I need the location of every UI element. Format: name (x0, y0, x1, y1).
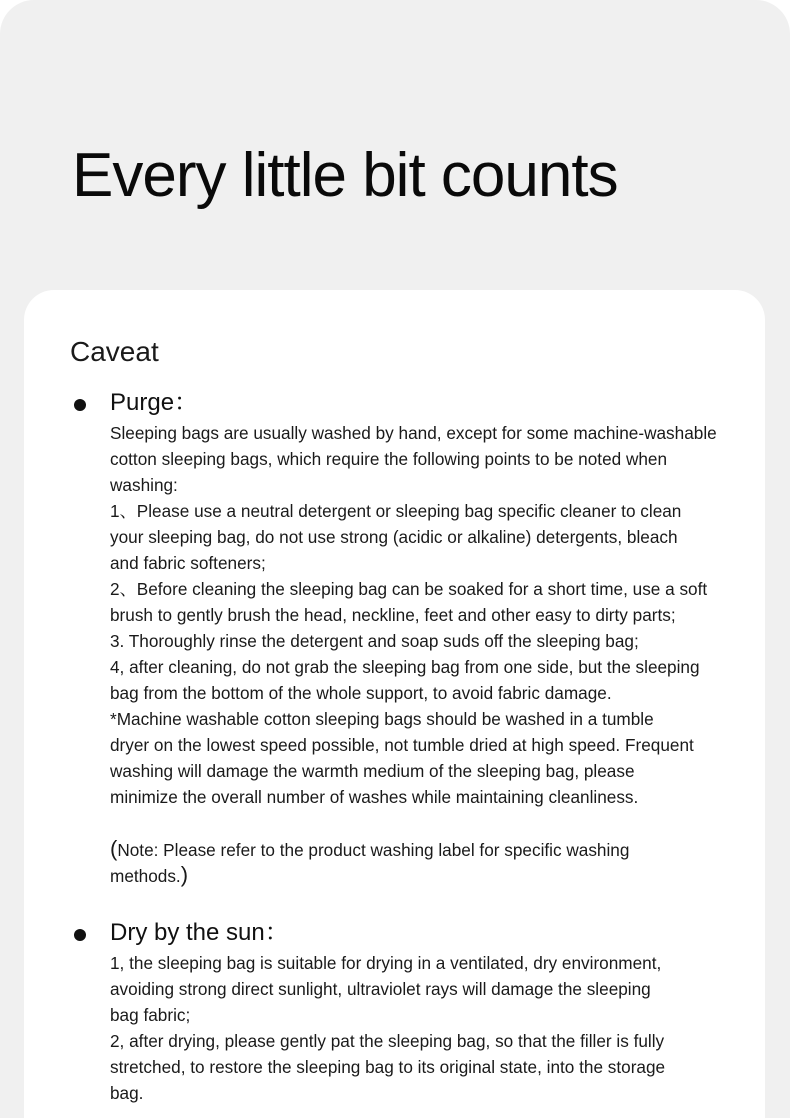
purge-line: 4, after cleaning, do not grab the sleeping bag from one side, but the sleeping (110, 657, 700, 677)
note-text: Note: Please refer to the product washing label for specific washing (117, 840, 630, 860)
purge-line: washing: (110, 475, 178, 495)
purge-body (110, 420, 750, 888)
purge-heading: Purge： (110, 389, 199, 416)
dry-line: 1, the sleeping bag is suitable for drying in a ventilated, dry environment, (110, 953, 662, 973)
note-text: methods. (110, 866, 181, 886)
purge-line: dryer on the lowest speed possible, not tumble dried at high speed. Frequent (110, 735, 694, 755)
dry-line: bag fabric; (110, 1005, 191, 1025)
purge-line: cotton sleeping bags, which require the following points to be noted when (110, 449, 668, 469)
bullet-icon (74, 929, 86, 941)
purge-line: bag from the bottom of the whole support, to avoid fabric damage. (110, 683, 612, 703)
dry-line: stretched, to restore the sleeping bag to its original state, into the storage (110, 1057, 666, 1077)
headline: Every little bit counts (72, 141, 618, 210)
purge-line: washing will damage the warmth medium of the sleeping bag, please (110, 761, 635, 781)
purge-line: 2、Before cleaning the sleeping bag can be soaked for a short time, use a soft (110, 579, 708, 599)
purge-line: Sleeping bags are usually washed by hand, except for some machine-washable (110, 423, 717, 443)
purge-line: brush to gently brush the head, neckline, feet and other easy to dirty parts; (110, 605, 676, 625)
purge-line: 3. Thoroughly rinse the detergent and soap suds off the sleeping bag; (110, 631, 639, 651)
card-title: Caveat (70, 336, 159, 367)
purge-line: 1、Please use a neutral detergent or sleeping bag specific cleaner to clean (110, 501, 682, 521)
bullet-icon (74, 399, 86, 411)
dry-line: avoiding strong direct sunlight, ultraviolet rays will damage the sleeping (110, 979, 651, 999)
purge-line: and fabric softeners; (110, 553, 266, 573)
note-close-paren: ) (180, 862, 189, 887)
dry-line: 2, after drying, please gently pat the sleeping bag, so that the filler is fully (110, 1031, 665, 1051)
note-line (110, 836, 750, 862)
note-line (110, 862, 750, 888)
note-open-paren: ( (110, 836, 118, 861)
dry-body (110, 950, 750, 1106)
dry-heading: Dry by the sun： (110, 919, 289, 946)
dry-line: bag. (110, 1083, 144, 1103)
caveat-card (24, 290, 765, 1118)
purge-line: your sleeping bag, do not use strong (acidic or alkaline) detergents, bleach (110, 527, 678, 547)
paragraph-gap (110, 810, 750, 836)
purge-line: minimize the overall number of washes while maintaining cleanliness. (110, 787, 639, 807)
purge-line: *Machine washable cotton sleeping bags should be washed in a tumble (110, 709, 654, 729)
